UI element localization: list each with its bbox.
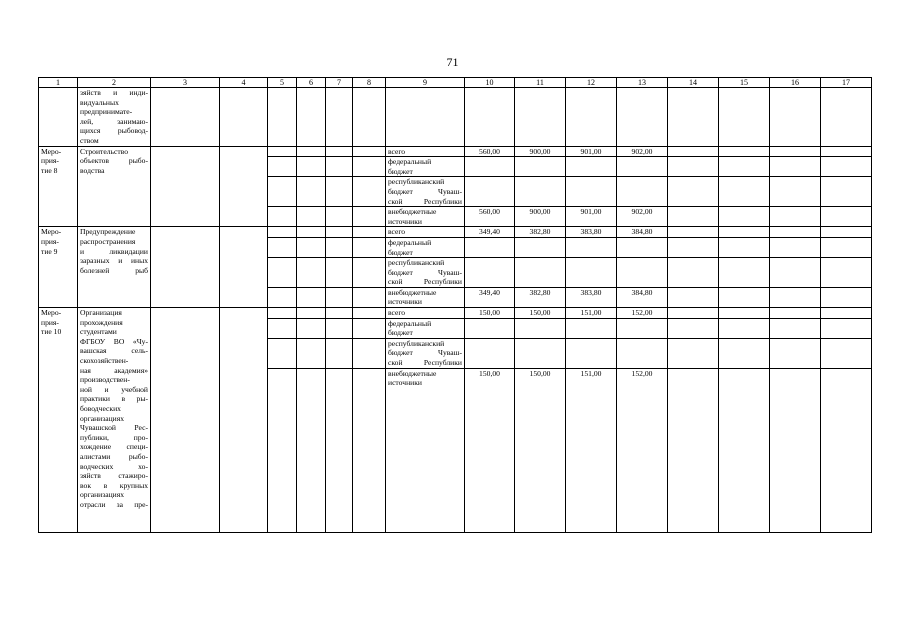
cell xyxy=(719,207,770,227)
source-line: внебюджетные xyxy=(388,287,437,297)
cell xyxy=(770,207,821,227)
funding-source-cell xyxy=(386,318,465,338)
value-cell: 151,00 xyxy=(566,368,617,532)
cell xyxy=(220,88,268,147)
cell xyxy=(821,308,872,319)
label-line: прия- xyxy=(41,156,59,166)
cell xyxy=(821,207,872,227)
funding-source-cell xyxy=(386,308,465,319)
column-header: 11 xyxy=(515,78,566,88)
source-line: ской Республики xyxy=(388,358,462,368)
value-cell: 150,00 xyxy=(465,308,515,319)
cell xyxy=(617,88,668,147)
value-cell xyxy=(566,318,617,338)
funding-source-cell xyxy=(386,338,465,368)
cell xyxy=(719,237,770,257)
cell xyxy=(821,287,872,307)
cell xyxy=(297,258,326,288)
funding-source-cell xyxy=(386,177,465,207)
cell xyxy=(297,308,326,319)
cell xyxy=(719,177,770,207)
cell xyxy=(326,157,353,177)
source-line: всего xyxy=(388,308,406,318)
name-line: практики в ры- xyxy=(80,394,148,404)
cell xyxy=(297,207,326,227)
cell xyxy=(151,88,220,147)
cell xyxy=(353,177,386,207)
source-line: бюджет xyxy=(388,328,413,338)
cell xyxy=(668,146,719,157)
name-line: щихся рыбовод- xyxy=(80,126,148,136)
source-line: бюджет Чуваш- xyxy=(388,348,462,358)
cell xyxy=(353,368,386,532)
event-label-cell xyxy=(39,227,78,308)
cell xyxy=(268,318,297,338)
source-line: источники xyxy=(388,378,422,388)
cell xyxy=(770,287,821,307)
cell xyxy=(326,287,353,307)
column-header: 3 xyxy=(151,78,220,88)
name-line: зяйств стажиро- xyxy=(80,471,148,481)
cell xyxy=(770,318,821,338)
cell xyxy=(353,88,386,147)
name-line: организациях xyxy=(80,490,124,500)
cell xyxy=(566,88,617,147)
name-line: болезней рыб xyxy=(80,265,148,275)
cell xyxy=(297,146,326,157)
cell xyxy=(821,88,872,147)
value-cell: 560,00 xyxy=(465,207,515,227)
cell xyxy=(326,368,353,532)
funding-source-cell xyxy=(386,227,465,238)
value-cell xyxy=(465,318,515,338)
value-cell: 902,00 xyxy=(617,146,668,157)
column-header: 17 xyxy=(821,78,872,88)
cell xyxy=(151,227,220,308)
cell xyxy=(268,338,297,368)
funding-source-cell xyxy=(386,207,465,227)
cell xyxy=(326,207,353,227)
value-cell xyxy=(515,318,566,338)
value-cell: 150,00 xyxy=(515,308,566,319)
funding-source-cell xyxy=(386,287,465,307)
value-cell xyxy=(617,157,668,177)
value-cell: 901,00 xyxy=(566,146,617,157)
cell xyxy=(821,157,872,177)
source-line: республиканский xyxy=(388,258,445,268)
cell xyxy=(326,258,353,288)
cell xyxy=(719,88,770,147)
name-line: водческих хо- xyxy=(80,461,148,471)
name-line: хождение специ- xyxy=(80,442,148,452)
cell xyxy=(268,177,297,207)
value-cell xyxy=(617,338,668,368)
cell xyxy=(326,146,353,157)
cell xyxy=(668,308,719,319)
cell xyxy=(297,227,326,238)
cell xyxy=(297,157,326,177)
cell xyxy=(326,318,353,338)
name-line: вашская сель- xyxy=(80,346,148,356)
cell xyxy=(821,318,872,338)
source-line: всего xyxy=(388,227,406,237)
cell xyxy=(668,177,719,207)
cell xyxy=(297,88,326,147)
funding-source-cell xyxy=(386,157,465,177)
name-line: ФГБОУ ВО «Чу- xyxy=(80,336,148,346)
cell xyxy=(268,157,297,177)
source-line: бюджет xyxy=(388,166,413,176)
cell xyxy=(268,227,297,238)
cell xyxy=(353,338,386,368)
cell xyxy=(668,258,719,288)
value-cell xyxy=(617,177,668,207)
column-header: 9 xyxy=(386,78,465,88)
cell xyxy=(668,227,719,238)
column-header: 10 xyxy=(465,78,515,88)
value-cell xyxy=(465,258,515,288)
value-cell: 150,00 xyxy=(515,368,566,532)
cell xyxy=(353,237,386,257)
source-line: бюджет Чуваш- xyxy=(388,267,462,277)
cell xyxy=(770,338,821,368)
cell xyxy=(719,157,770,177)
cell xyxy=(770,88,821,147)
cell xyxy=(719,368,770,532)
cell xyxy=(326,88,353,147)
name-line: лей, занимаю- xyxy=(80,116,148,126)
name-line: студентами xyxy=(80,327,117,337)
value-cell: 152,00 xyxy=(617,368,668,532)
source-line: республиканский xyxy=(388,177,445,187)
cell xyxy=(268,258,297,288)
cell xyxy=(668,157,719,177)
cell xyxy=(821,338,872,368)
source-line: бюджет xyxy=(388,247,413,257)
source-line: внебюджетные xyxy=(388,207,437,217)
cell xyxy=(770,258,821,288)
cell xyxy=(297,287,326,307)
value-cell: 383,80 xyxy=(566,287,617,307)
column-header: 16 xyxy=(770,78,821,88)
cell xyxy=(326,338,353,368)
value-cell: 901,00 xyxy=(566,207,617,227)
cell xyxy=(668,88,719,147)
column-header: 5 xyxy=(268,78,297,88)
name-line: Строительство xyxy=(80,146,128,156)
event-name-cell xyxy=(78,308,151,533)
source-line: бюджет Чуваш- xyxy=(388,186,462,196)
cell xyxy=(719,318,770,338)
cell xyxy=(353,308,386,319)
cell xyxy=(297,318,326,338)
name-line: боводческих xyxy=(80,404,121,413)
funding-source-cell xyxy=(386,146,465,157)
source-line: ской Республики xyxy=(388,196,462,206)
name-line: объектов рыбо- xyxy=(80,156,148,166)
cell xyxy=(326,177,353,207)
value-cell xyxy=(617,237,668,257)
source-line: внебюджетные xyxy=(388,368,437,378)
value-cell xyxy=(617,318,668,338)
cell xyxy=(821,258,872,288)
cell xyxy=(268,88,297,147)
name-line: распространения xyxy=(80,236,136,246)
cell xyxy=(719,146,770,157)
value-cell xyxy=(465,338,515,368)
budget-table xyxy=(38,77,872,533)
cell xyxy=(770,157,821,177)
cell xyxy=(268,146,297,157)
cell xyxy=(297,368,326,532)
column-header: 1 xyxy=(39,78,78,88)
source-line: федеральный xyxy=(388,237,432,247)
value-cell: 384,80 xyxy=(617,227,668,238)
name-line: зяйств и инди- xyxy=(80,88,148,97)
funding-source-cell xyxy=(386,258,465,288)
column-header: 2 xyxy=(78,78,151,88)
value-cell xyxy=(515,237,566,257)
label-line: тие 10 xyxy=(41,327,62,337)
cell xyxy=(220,146,268,227)
name-line: производствен- xyxy=(80,375,130,385)
cell xyxy=(719,338,770,368)
cell xyxy=(297,237,326,257)
cell xyxy=(297,177,326,207)
source-line: источники xyxy=(388,216,422,226)
cell xyxy=(220,227,268,308)
value-cell: 902,00 xyxy=(617,207,668,227)
name-line: и ликвидации xyxy=(80,246,148,256)
value-cell xyxy=(566,177,617,207)
cell xyxy=(353,318,386,338)
cell xyxy=(297,338,326,368)
source-line: федеральный xyxy=(388,157,432,167)
source-line: ской Республики xyxy=(388,277,462,287)
cell xyxy=(515,88,566,147)
cell xyxy=(821,368,872,532)
source-line: источники xyxy=(388,297,422,307)
cell xyxy=(353,146,386,157)
value-cell xyxy=(566,338,617,368)
cell xyxy=(668,237,719,257)
cell xyxy=(770,237,821,257)
table-row xyxy=(39,146,872,157)
value-cell xyxy=(465,237,515,257)
column-header: 7 xyxy=(326,78,353,88)
name-line: ная академия» xyxy=(80,365,148,375)
value-cell: 382,80 xyxy=(515,227,566,238)
value-cell xyxy=(617,258,668,288)
column-header: 4 xyxy=(220,78,268,88)
cell xyxy=(719,308,770,319)
label-line: Меро- xyxy=(41,146,62,156)
source-line: федеральный xyxy=(388,318,432,328)
value-cell xyxy=(465,157,515,177)
label-line: Меро- xyxy=(41,308,62,318)
source-line: республиканский xyxy=(388,338,445,348)
value-cell xyxy=(465,177,515,207)
value-cell: 900,00 xyxy=(515,146,566,157)
event-name-cell xyxy=(78,88,151,147)
source-line: всего xyxy=(388,146,406,156)
value-cell: 152,00 xyxy=(617,308,668,319)
value-cell: 349,40 xyxy=(465,227,515,238)
label-line: тие 9 xyxy=(41,246,58,256)
cell xyxy=(821,177,872,207)
column-header: 8 xyxy=(353,78,386,88)
column-header: 6 xyxy=(297,78,326,88)
name-line: Организация xyxy=(80,308,122,318)
cell xyxy=(465,88,515,147)
value-cell xyxy=(515,338,566,368)
label-line: тие 8 xyxy=(41,165,58,175)
column-header: 12 xyxy=(566,78,617,88)
cell xyxy=(668,318,719,338)
cell xyxy=(268,287,297,307)
label-line: прия- xyxy=(41,317,59,327)
cell xyxy=(719,287,770,307)
label-line: Меро- xyxy=(41,227,62,237)
cell xyxy=(821,146,872,157)
cell xyxy=(353,258,386,288)
cell xyxy=(39,88,78,147)
cell xyxy=(719,227,770,238)
value-cell: 900,00 xyxy=(515,207,566,227)
funding-source-cell xyxy=(386,368,465,532)
event-name-cell xyxy=(78,227,151,308)
name-line: вок в крупных xyxy=(80,480,148,490)
cell xyxy=(326,227,353,238)
cell xyxy=(353,207,386,227)
cell xyxy=(770,308,821,319)
cell xyxy=(668,338,719,368)
value-cell xyxy=(566,157,617,177)
cell xyxy=(353,157,386,177)
cell xyxy=(668,368,719,532)
name-line: Предупреждение xyxy=(80,227,136,237)
label-line: прия- xyxy=(41,236,59,246)
cell xyxy=(268,368,297,532)
continuation-row xyxy=(39,88,872,147)
value-cell: 560,00 xyxy=(465,146,515,157)
cell xyxy=(770,146,821,157)
cell xyxy=(668,287,719,307)
value-cell xyxy=(515,157,566,177)
table-row xyxy=(39,308,872,319)
value-cell: 382,80 xyxy=(515,287,566,307)
name-line: водства xyxy=(80,165,105,175)
value-cell xyxy=(515,258,566,288)
value-cell: 150,00 xyxy=(465,368,515,532)
name-line: организациях xyxy=(80,413,124,423)
cell xyxy=(770,177,821,207)
name-line: публики, про- xyxy=(80,432,148,442)
value-cell xyxy=(515,177,566,207)
funding-source-cell xyxy=(386,237,465,257)
cell xyxy=(353,227,386,238)
event-name-cell xyxy=(78,146,151,227)
value-cell xyxy=(566,258,617,288)
name-line: предпринимате- xyxy=(80,107,133,117)
cell xyxy=(821,227,872,238)
name-line: отрасли за пре- xyxy=(80,499,148,509)
event-label-cell xyxy=(39,146,78,227)
event-label-cell xyxy=(39,308,78,533)
column-header: 13 xyxy=(617,78,668,88)
name-line: ной и учебной xyxy=(80,384,148,394)
cell xyxy=(386,88,465,147)
cell xyxy=(151,146,220,227)
value-cell xyxy=(566,237,617,257)
value-cell: 384,80 xyxy=(617,287,668,307)
header-row xyxy=(39,78,872,88)
cell xyxy=(770,368,821,532)
value-cell: 349,40 xyxy=(465,287,515,307)
cell xyxy=(268,237,297,257)
cell xyxy=(668,207,719,227)
column-header: 15 xyxy=(719,78,770,88)
cell xyxy=(821,237,872,257)
name-line: ством xyxy=(80,135,99,145)
table-row xyxy=(39,227,872,238)
cell xyxy=(151,308,220,533)
name-line: прохождения xyxy=(80,317,123,327)
value-cell: 383,80 xyxy=(566,227,617,238)
name-line: видуальных xyxy=(80,97,119,107)
page-number: 71 xyxy=(446,55,459,69)
name-line: скохозяйствен- xyxy=(80,356,129,366)
cell xyxy=(268,207,297,227)
cell xyxy=(220,308,268,533)
name-line: алистами рыбо- xyxy=(80,451,148,461)
cell xyxy=(770,227,821,238)
value-cell: 151,00 xyxy=(566,308,617,319)
name-line: Чувашской Рес- xyxy=(80,423,148,433)
cell xyxy=(719,258,770,288)
name-line: заразных и иных xyxy=(80,256,148,266)
cell xyxy=(326,308,353,319)
cell xyxy=(353,287,386,307)
column-header: 14 xyxy=(668,78,719,88)
cell xyxy=(268,308,297,319)
cell xyxy=(326,237,353,257)
